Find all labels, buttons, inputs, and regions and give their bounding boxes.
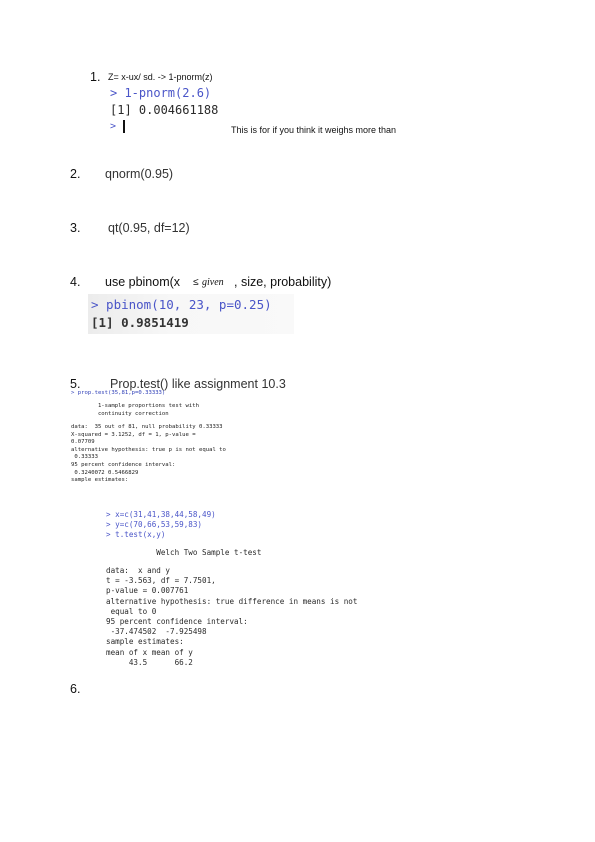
- item-5-text: Prop.test() like assignment 10.3: [110, 377, 286, 391]
- console-output-line: 43.5 66.2: [106, 657, 193, 667]
- item-4-text-suffix: , size, probability): [234, 275, 332, 289]
- item-4-console-prompt: > pbinom(10, 23, p=0.25): [91, 297, 272, 312]
- console-output-line: equal to 0: [106, 606, 157, 616]
- item-2-text: qnorm(0.95): [105, 167, 174, 181]
- console-output-line: data: 35 out of 81, null probability 0.33333: [71, 423, 223, 430]
- console-output-line: [106, 541, 357, 549]
- console-output-line: 0.3240072 0.5466829: [71, 469, 139, 476]
- console-output-line: t = -3.563, df = 7.7501,: [106, 576, 216, 586]
- console-output-line: continuity correction: [71, 410, 169, 417]
- item-1-number: 1.: [90, 70, 101, 84]
- console-output-line: 0.07709: [71, 439, 95, 446]
- item-1-console-prompt: > 1-pnorm(2.6): [110, 86, 212, 100]
- item-1-formula: Z= x-ux/ sd. -> 1-pnorm(z): [108, 72, 213, 82]
- console-output-line: alternative hypothesis: true p is not equal to: [71, 446, 226, 453]
- console-output-line: p-value = 0.007761: [106, 586, 189, 596]
- console-input-line: > prop.test(35,81,p=0.33333): [71, 390, 166, 396]
- item-1-console-empty-prompt: >: [110, 121, 117, 132]
- console-output-line: 0.33333: [71, 454, 98, 461]
- item-4-number: 4.: [70, 275, 81, 289]
- item-4-given: given: [202, 277, 224, 288]
- console-output-line: X-squared = 3.1252, df = 1, p-value =: [71, 431, 196, 438]
- item-3-number: 3.: [70, 221, 81, 235]
- console-input-line: > t.test(x,y): [106, 530, 166, 540]
- console-output-line: -37.474502 -7.925498: [106, 627, 207, 637]
- prop-test-output: [71, 390, 226, 485]
- console-output-line: 95 percent confidence interval:: [71, 461, 176, 468]
- console-output-line: 1-sample proportions test with: [71, 403, 199, 410]
- text-cursor-icon: [123, 120, 125, 133]
- console-output-line: 95 percent confidence interval:: [106, 617, 248, 627]
- console-output-line: alternative hypothesis: true difference in means is not: [106, 596, 358, 606]
- console-output-line: Welch Two Sample t-test: [106, 548, 262, 558]
- item-6-number: 6.: [70, 682, 81, 696]
- item-4-text-prefix: use pbinom(x: [105, 275, 181, 289]
- console-output-line: data: x and y: [106, 566, 171, 575]
- t-test-output: [106, 510, 357, 668]
- console-output-line: mean of x mean of y: [106, 647, 193, 657]
- item-4-console-result: [1] 0.9851419: [91, 315, 189, 330]
- item-5-number: 5.: [70, 377, 81, 391]
- console-output-line: [106, 558, 357, 566]
- item-1-console-result: [1] 0.004661188: [110, 103, 219, 117]
- item-3-text: qt(0.95, df=12): [108, 221, 190, 235]
- item-4-leq-symbol: ≤: [193, 277, 199, 288]
- console-input-line: > y=c(70,66,53,59,83): [106, 520, 203, 530]
- console-output-line: sample estimates:: [106, 637, 184, 647]
- console-output-line: sample estimates:: [71, 477, 129, 484]
- item-2-number: 2.: [70, 167, 81, 181]
- console-input-line: > x=c(31,41,38,44,58,49): [106, 510, 216, 519]
- item-1-note: This is for if you think it weighs more than: [231, 125, 397, 135]
